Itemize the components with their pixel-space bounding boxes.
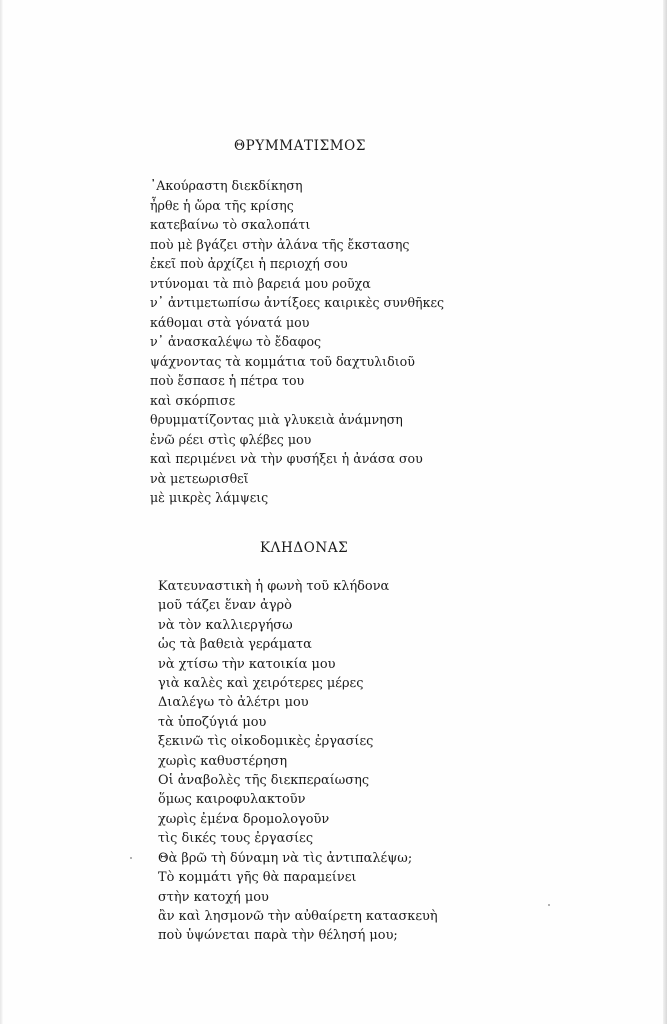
- poem-line: ἐνῶ ρέει στὶς φλέβες μου: [150, 431, 312, 447]
- poem-line: ἂν καὶ λησμονῶ τὴν αὐθαίρετη κατασκευὴ: [158, 908, 438, 924]
- poem-body: [150, 176, 444, 508]
- poem-line: ἦρθε ἡ ὥρα τῆς κρίσης: [150, 197, 294, 213]
- poem-line: χωρὶς ἐμένα δρομολογοῦν: [158, 811, 330, 827]
- poem-line: Διαλέγω τὸ ἀλέτρι μου: [158, 695, 309, 711]
- scan-speck: [130, 857, 132, 859]
- poem-line: στὴν κατοχή μου: [158, 889, 269, 905]
- poem-line: ψάχνοντας τὰ κομμάτια τοῦ δαχτυλιδιοῦ: [150, 353, 415, 369]
- poem-line: καὶ περιμένει νὰ τὴν φυσήξει ἡ ἀνάσα σου: [150, 451, 423, 466]
- poem-line: ὅμως καιροφυλακτοῦν: [158, 792, 306, 808]
- poem-line: μὲ μικρὲς λάμψεις: [150, 490, 269, 505]
- scan-shadow-right: [663, 0, 667, 1024]
- poem-line: νὰ μετεωρισθεῖ: [150, 470, 249, 486]
- poem-line: ἐκεῖ ποὺ ἀρχίζει ἡ περιοχή σου: [150, 256, 348, 271]
- scan-speck: [548, 904, 550, 906]
- poem-title: ΘΡΥΜΜΑΤΙΣΜΟΣ: [234, 138, 366, 154]
- poem-line: Τὸ κομμάτι γῆς θὰ παραμείνει: [158, 870, 357, 886]
- poem-line: τὶς δικές τους ἐργασίες: [158, 831, 314, 847]
- poem-line: θρυμματίζοντας μιὰ γλυκειὰ ἀνάμνηση: [150, 412, 403, 427]
- poem-line: νὰ χτίσω τὴν κατοικία μου: [158, 656, 336, 672]
- poem-line: ὡς τὰ βαθειὰ γεράματα: [158, 637, 312, 653]
- poem-line: ξεκινῶ τὶς οἰκοδομικὲς ἐργασίες: [158, 734, 374, 750]
- poem-line: ποὺ ὑψώνεται παρὰ τὴν θέλησή μου;: [158, 928, 398, 944]
- poem-line: τὰ ὑποζύγιά μου: [158, 714, 267, 730]
- poem-line: Θὰ βρῶ τὴ δύναμη νὰ τὶς ἀντιπαλέψω;: [158, 850, 413, 866]
- poem-body: [158, 577, 438, 946]
- poem-line: ν᾿ ἀντιμετωπίσω ἀντίξοες καιρικὲς συνθῆκες: [150, 295, 445, 310]
- scan-shadow-left: [0, 0, 3, 1024]
- poem-line: κατεβαίνω τὸ σκαλοπάτι: [150, 217, 311, 232]
- poem-line: ν᾿ ἀνασκαλέψω τὸ ἔδαφος: [150, 334, 322, 349]
- poem-line: χωρὶς καθυστέρηση: [158, 753, 288, 769]
- poem-title: ΚΛΗΔΟΝΑΣ: [260, 540, 349, 556]
- poem-line: γιὰ καλὲς καὶ χειρότερες μέρες: [158, 676, 364, 692]
- poem-line: κάθομαι στὰ γόνατά μου: [150, 314, 310, 330]
- poem-line: ᾿Ακούραστη διεκδίκηση: [150, 178, 303, 193]
- poem-line: ντύνομαι τὰ πιὸ βαρειά μου ροῦχα: [150, 275, 371, 291]
- poem-line: Οἱ ἀναβολὲς τῆς διεκπεραίωσης: [158, 773, 370, 789]
- poem-line: ποὺ ἔσπασε ἡ πέτρα του: [150, 373, 305, 388]
- poem-line: ποὺ μὲ βγάζει στὴν ἀλάνα τῆς ἔκστασης: [150, 236, 410, 252]
- poem-line: Κατευναστικὴ ἡ φωνὴ τοῦ κλήδονα: [158, 579, 390, 594]
- poem-line: νὰ τὸν καλλιεργήσω: [158, 617, 293, 633]
- poem-line: μοῦ τάζει ἕναν ἀγρὸ: [158, 598, 292, 614]
- poem-line: καὶ σκόρπισε: [150, 392, 236, 408]
